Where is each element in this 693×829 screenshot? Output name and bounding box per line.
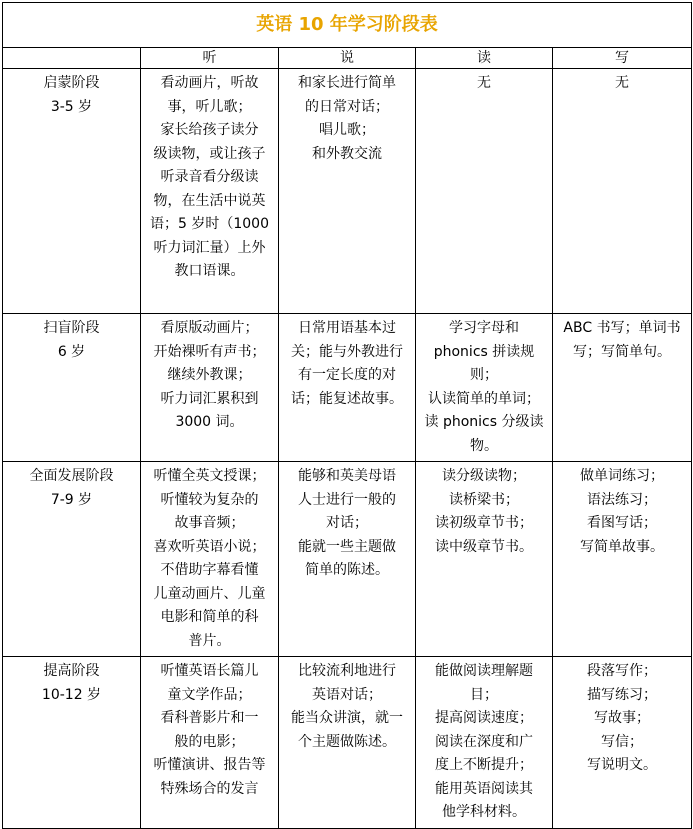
listen-line: 听懂全英文授课； bbox=[153, 468, 266, 484]
listen-line: 开始裸听有声书； bbox=[153, 343, 266, 360]
stage-age: 3-5 岁 bbox=[50, 98, 93, 115]
listen-cell bbox=[141, 657, 279, 829]
write-cell bbox=[553, 462, 692, 657]
read-line: 读初级章节书； bbox=[435, 515, 533, 531]
write-line: ABC 书写；单词书 bbox=[563, 320, 681, 336]
speak-line: 能当众讲演，就一 bbox=[291, 710, 403, 726]
speak-line: 能就一些主题做 bbox=[298, 538, 396, 555]
table-row bbox=[3, 314, 692, 462]
listen-line: 听懂较为复杂的 bbox=[160, 491, 259, 508]
write-line: 写简单故事。 bbox=[580, 538, 664, 555]
read-line: 读中级章节书。 bbox=[435, 538, 533, 555]
stage-cell bbox=[3, 657, 141, 829]
write-line: 做单词练习； bbox=[580, 468, 664, 484]
read-line: 能用英语阅读其 bbox=[435, 780, 533, 797]
read-line: 无 bbox=[477, 75, 491, 91]
listen-line: 语；5 岁时（1000 bbox=[150, 216, 269, 232]
speak-line: 关；能与外教进行 bbox=[291, 343, 403, 360]
write-cell bbox=[553, 314, 692, 462]
table-row bbox=[3, 69, 692, 314]
listen-line: 般的电影； bbox=[174, 733, 245, 750]
speak-cell bbox=[279, 462, 416, 657]
listen-line: 听力词汇量）上外 bbox=[153, 239, 266, 256]
listen-line: 看原版动画片； bbox=[160, 320, 259, 336]
header-listen: 听 bbox=[141, 48, 279, 69]
listen-line: 看科普影片和一 bbox=[160, 710, 259, 726]
read-line: 学习字母和 bbox=[449, 320, 519, 336]
read-cell bbox=[416, 314, 553, 462]
listen-line: 童文学作品； bbox=[167, 686, 252, 703]
header-write: 写 bbox=[553, 48, 692, 69]
write-line: 写信； bbox=[601, 733, 643, 750]
table-row bbox=[3, 657, 692, 829]
speak-line: 日常用语基本过 bbox=[298, 320, 396, 336]
listen-line: 故事音频； bbox=[174, 515, 245, 531]
read-line: 则； bbox=[470, 367, 498, 383]
header-read: 读 bbox=[416, 48, 553, 69]
write-cell bbox=[553, 69, 692, 314]
read-line: 他学科材料。 bbox=[442, 804, 526, 820]
speak-line: 简单的陈述。 bbox=[305, 562, 389, 578]
read-line: 阅读在深度和广 bbox=[435, 733, 533, 750]
listen-line: 听录音看分级读 bbox=[160, 169, 259, 185]
listen-line: 不借助字幕看懂 bbox=[160, 562, 259, 578]
stage-name: 启蒙阶段 bbox=[43, 75, 100, 91]
read-line: 提高阅读速度； bbox=[435, 710, 533, 726]
stage-age: 6 岁 bbox=[57, 343, 86, 360]
speak-line: 唱儿歌； bbox=[319, 122, 375, 138]
write-line: 写故事； bbox=[594, 710, 650, 726]
header-empty bbox=[3, 48, 141, 69]
write-line: 描写练习； bbox=[587, 686, 657, 703]
listen-line: 特殊场合的发言 bbox=[160, 780, 259, 797]
speak-line: 和外教交流 bbox=[312, 145, 382, 162]
stage-name: 扫盲阶段 bbox=[43, 320, 100, 336]
table-row bbox=[3, 462, 692, 657]
listen-line: 电影和简单的科 bbox=[160, 609, 259, 625]
stage-age: 10-12 岁 bbox=[41, 686, 102, 703]
speak-line: 英语对话； bbox=[312, 686, 382, 703]
speak-cell bbox=[279, 69, 416, 314]
listen-line: 听懂英语长篇儿 bbox=[160, 663, 259, 679]
write-line: 写；写简单句。 bbox=[573, 343, 671, 360]
read-line: 度上不断提升； bbox=[435, 757, 533, 773]
listen-line: 家长给孩子读分 bbox=[160, 122, 259, 138]
listen-cell bbox=[141, 69, 279, 314]
header-speak: 说 bbox=[279, 48, 416, 69]
read-line: 读桥梁书； bbox=[449, 491, 519, 508]
speak-cell bbox=[279, 657, 416, 829]
read-line: 目； bbox=[470, 686, 498, 703]
header-row bbox=[3, 48, 692, 69]
listen-line: 看动画片，听故 bbox=[160, 75, 259, 91]
listen-line: 听懂演讲、报告等 bbox=[153, 757, 266, 773]
stage-age: 7-9 岁 bbox=[50, 491, 93, 508]
listen-line: 普片。 bbox=[188, 632, 231, 649]
table-title: 英语 10 年学习阶段表 bbox=[3, 3, 692, 48]
stage-cell bbox=[3, 314, 141, 462]
speak-line: 个主题做陈述。 bbox=[298, 733, 396, 750]
listen-line: 儿童动画片、儿童 bbox=[153, 585, 266, 602]
listen-cell bbox=[141, 462, 279, 657]
stage-cell bbox=[3, 462, 141, 657]
speak-line: 能够和英美母语 bbox=[298, 468, 396, 484]
listen-line: 继续外教课； bbox=[167, 367, 252, 383]
speak-line: 的日常对话； bbox=[305, 98, 389, 115]
speak-line: 话；能复述故事。 bbox=[291, 390, 403, 407]
listen-line: 事，听儿歌； bbox=[167, 98, 252, 115]
speak-line: 和家长进行简单 bbox=[298, 75, 396, 91]
read-cell bbox=[416, 69, 553, 314]
read-line: 读 phonics 分级读 bbox=[424, 414, 544, 430]
read-cell bbox=[416, 462, 553, 657]
listen-cell bbox=[141, 314, 279, 462]
write-cell bbox=[553, 657, 692, 829]
listen-line: 教口语课。 bbox=[174, 263, 245, 279]
write-line: 看图写话； bbox=[587, 515, 657, 531]
listen-line: 听力词汇累积到 bbox=[160, 390, 259, 407]
speak-line: 对话； bbox=[326, 515, 368, 531]
read-line: 物。 bbox=[470, 437, 498, 454]
write-line: 无 bbox=[615, 75, 629, 91]
speak-line: 比较流利地进行 bbox=[298, 663, 396, 679]
stage-name: 全面发展阶段 bbox=[29, 468, 114, 484]
speak-cell bbox=[279, 314, 416, 462]
listen-line: 级读物，或让孩子 bbox=[153, 145, 266, 162]
read-cell bbox=[416, 657, 553, 829]
study-stage-table bbox=[2, 2, 692, 829]
write-line: 段落写作； bbox=[587, 663, 657, 679]
listen-line: 物，在生活中说英 bbox=[153, 192, 266, 209]
write-line: 写说明文。 bbox=[587, 757, 657, 773]
speak-line: 人士进行一般的 bbox=[298, 491, 396, 508]
read-line: 认读简单的单词； bbox=[428, 390, 540, 407]
listen-line: 3000 词。 bbox=[175, 414, 244, 430]
stage-name: 提高阶段 bbox=[43, 663, 100, 679]
read-line: phonics 拼读规 bbox=[433, 343, 535, 360]
stage-cell bbox=[3, 69, 141, 314]
write-line: 语法练习； bbox=[587, 491, 657, 508]
listen-line: 喜欢听英语小说； bbox=[153, 538, 266, 555]
title-row bbox=[3, 3, 692, 48]
speak-line: 有一定长度的对 bbox=[298, 367, 396, 383]
read-line: 读分级读物； bbox=[442, 468, 526, 484]
read-line: 能做阅读理解题 bbox=[435, 663, 533, 679]
